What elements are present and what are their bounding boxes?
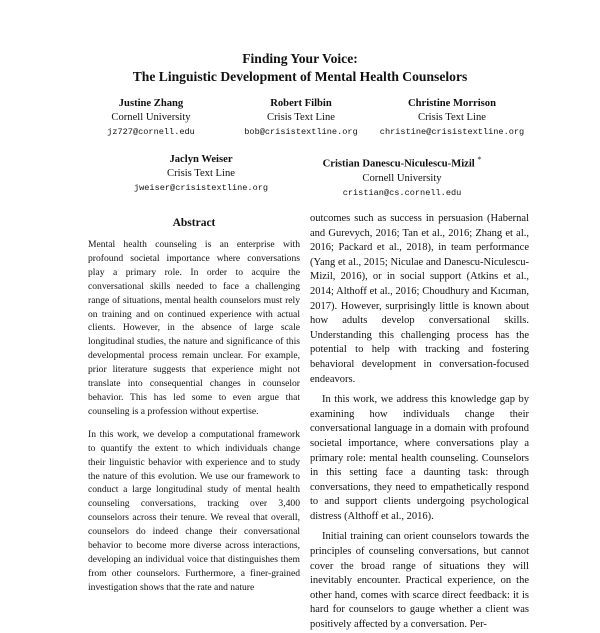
- author-name: Christine Morrison: [408, 98, 496, 109]
- author-block: [380, 97, 524, 139]
- author-email: jweiser@crisistextline.org: [133, 183, 269, 193]
- author-block: [244, 97, 357, 139]
- author-email: christine@crisistextline.org: [379, 127, 525, 137]
- title-line-2: The Linguistic Development of Mental Health Counselors: [132, 69, 468, 84]
- abstract-paragraph: In this work, we develop a computational framework to quantify the extent to which individuals change their linguistic behavior with experience and to study the nature of this evolution. We use our framework to conduct a large longitudinal study of mental health counseling conversations, tracking over 3,400 counselors across their tenure. We reveal that overall, counselors do indeed change their conversational behavior to become more diverse across interactions, developing an individual voice that distinguishes them from other counselors. Furthermore, a finer-grained investigation shows that the rate and nature: [88, 428, 300, 593]
- author-email: cristian@cs.cornell.edu: [342, 187, 462, 198]
- author-email: bob@crisistextline.org: [244, 127, 358, 137]
- author-block: [323, 153, 482, 200]
- paper-title: [0, 50, 600, 86]
- body-paragraph: In this work, we address this knowledge gap by examining how individuals change their conversational language in a domain with profound societal importance, where conversations play a primary role: mental health counseling. Counselors in this setting face a daunting task: through conversations, they need to empathetically respond to and support clients undergoing psychological distress (Althoff et al., 2016).: [310, 394, 529, 522]
- author-affiliation: Crisis Text Line: [167, 168, 235, 179]
- author-affiliation: Crisis Text Line: [418, 112, 486, 123]
- author-block: [107, 97, 195, 139]
- author-block: [134, 153, 268, 195]
- author-name: Jaclyn Weiser: [169, 154, 233, 165]
- author-affiliation: Cornell University: [111, 112, 191, 123]
- author-footnote-mark: *: [477, 155, 482, 164]
- author-name: [323, 153, 482, 172]
- author-name-text: Cristian Danescu-Niculescu-Mizil: [322, 158, 475, 170]
- author-affiliation: Cornell University: [362, 172, 442, 184]
- body-paragraph: Initial training can orient counselors towards the principles of counseling conversations, but cannot cover the broad range of situations they will inevitably encounter. Practical experience, on the other hand, comes with scarce direct feedback: it is hard for counselors to gauge whether a client was positively affected by a conversation. Per-: [310, 531, 529, 631]
- abstract-body: [88, 238, 300, 595]
- title-line-1: Finding Your Voice:: [242, 51, 358, 66]
- body-paragraph: outcomes such as success in persuasion (Habernal and Gurevych, 2016; Tan et al., 2016; Zhang et al., 2016; Packard et al., 2018), in team performance (Yang et al., 2015; Niculae and Danescu-Niculescu-Mizil, 2016), or in social support (Atkins et al., 2014; Althoff et al., 2016; Choudhury and Kıcıman, 2017). However, surprisingly little is known about how adults develop conversational skills. Understanding this challenging process has the potential to help with tracking and fostering behavioral development in conversation-focused endeavors.: [310, 213, 529, 385]
- abstract-paragraph: Mental health counseling is an enterprise with profound societal importance where conversations play a primary role. In order to acquire the conversational skills needed to face a challenging range of situations, mental health counselors must rely on training and on continued experience with actual clients. However, in the absence of large scale longitudinal studies, the nature and significance of this developmental process remain unclear. For example, prior literature suggests that experience might not translate into consequential changes in counselor behavior. This has led some to even argue that counseling is a profession without expertise.: [88, 239, 300, 417]
- abstract-heading: Abstract: [172, 217, 216, 229]
- author-affiliation: Crisis Text Line: [267, 112, 335, 123]
- body-column-right: [310, 212, 529, 633]
- author-name: Robert Filbin: [270, 98, 332, 109]
- author-name: Justine Zhang: [118, 98, 184, 109]
- author-email: jz727@cornell.edu: [107, 127, 195, 137]
